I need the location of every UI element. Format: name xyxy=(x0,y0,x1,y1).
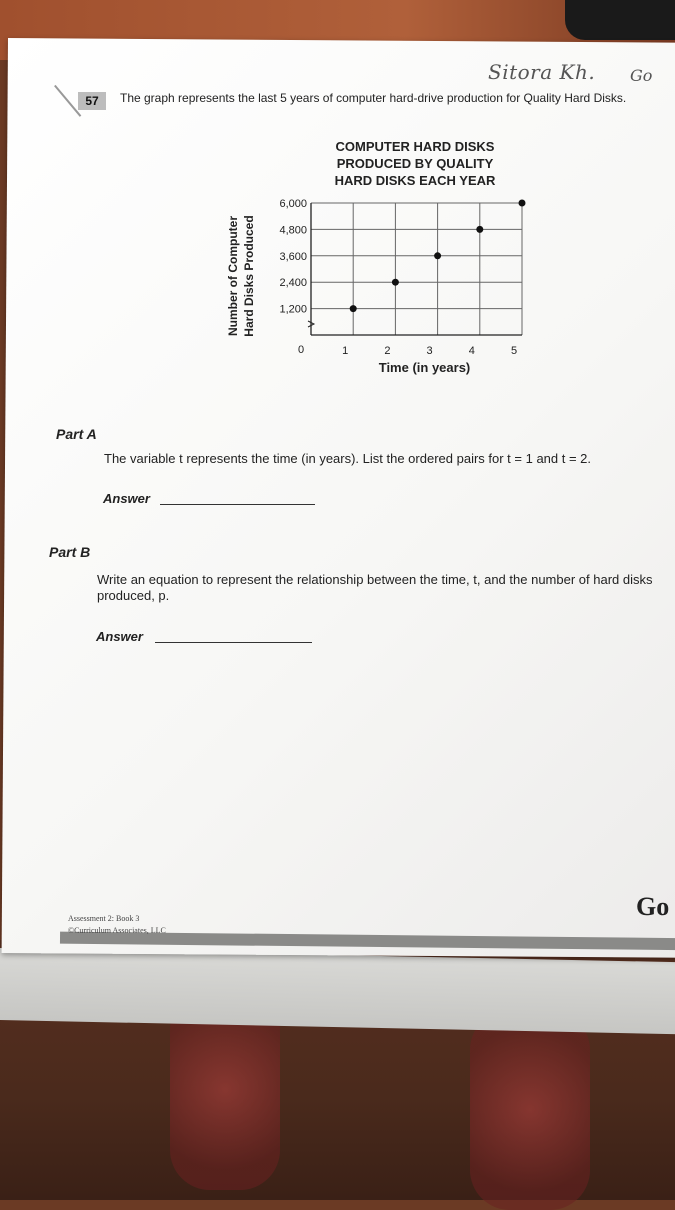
question-text: The graph represents the last 5 years of computer hard-drive production for Quality Hard Disks. xyxy=(120,91,627,105)
chart-title-line: HARD DISKS EACH YEAR xyxy=(334,173,496,188)
handwritten-name: Sitora Kh. xyxy=(488,60,596,84)
footer-copyright: ©Curriculum Associates, LLC xyxy=(68,926,166,935)
x-tick-label: 4 xyxy=(468,345,475,357)
data-point xyxy=(392,279,399,286)
device-corner xyxy=(565,0,675,40)
x-tick-label: 5 xyxy=(510,345,518,357)
paper-underlay xyxy=(0,948,675,1035)
production-chart xyxy=(220,190,540,385)
part-a-label: Part A xyxy=(56,426,97,442)
data-point xyxy=(476,226,483,233)
y-axis-label: Number of Computer xyxy=(226,216,240,336)
chart-title-line: COMPUTER HARD DISKS xyxy=(335,139,495,154)
part-b-label: Part B xyxy=(49,544,91,560)
y-tick-label: 4,800 xyxy=(279,224,307,237)
sock-right xyxy=(470,1010,590,1210)
x-tick-label: 1 xyxy=(342,345,349,357)
data-point xyxy=(434,252,441,259)
y-tick-label: 1,200 xyxy=(279,303,307,316)
y-tick-label: 2,400 xyxy=(279,277,307,290)
go-label: Go xyxy=(636,892,670,921)
part-a-answer-label: Answer xyxy=(103,491,150,506)
y-tick-label: 3,600 xyxy=(279,250,307,263)
question-number: 57 xyxy=(78,92,106,110)
x-axis-label: Time (in years) xyxy=(378,360,471,375)
x-tick-label: 3 xyxy=(426,345,433,357)
part-b-prompt: Write an equation to represent the relationship between the time, t, and the number of hard disks produced, p. xyxy=(97,572,653,603)
part-a-answer-line[interactable] xyxy=(160,504,315,505)
footer-book: Assessment 2: Book 3 xyxy=(68,914,140,923)
data-point xyxy=(350,305,357,312)
part-a-prompt: The variable t represents the time (in years). List the ordered pairs for t = 1 and t = 2. xyxy=(104,451,592,466)
y-axis-label: Hard Disks Produced xyxy=(242,215,256,337)
y-tick-label: 6,000 xyxy=(279,198,307,210)
chart-title-line: PRODUCED BY QUALITY xyxy=(336,156,494,171)
part-b-answer-label: Answer xyxy=(96,629,143,644)
part-b-answer-line[interactable] xyxy=(155,642,312,643)
chart-title xyxy=(300,138,530,189)
x-tick-label: 2 xyxy=(384,345,391,357)
handwritten-note: Go xyxy=(630,66,653,85)
data-point xyxy=(519,200,526,207)
origin-label: 0 xyxy=(297,344,305,356)
